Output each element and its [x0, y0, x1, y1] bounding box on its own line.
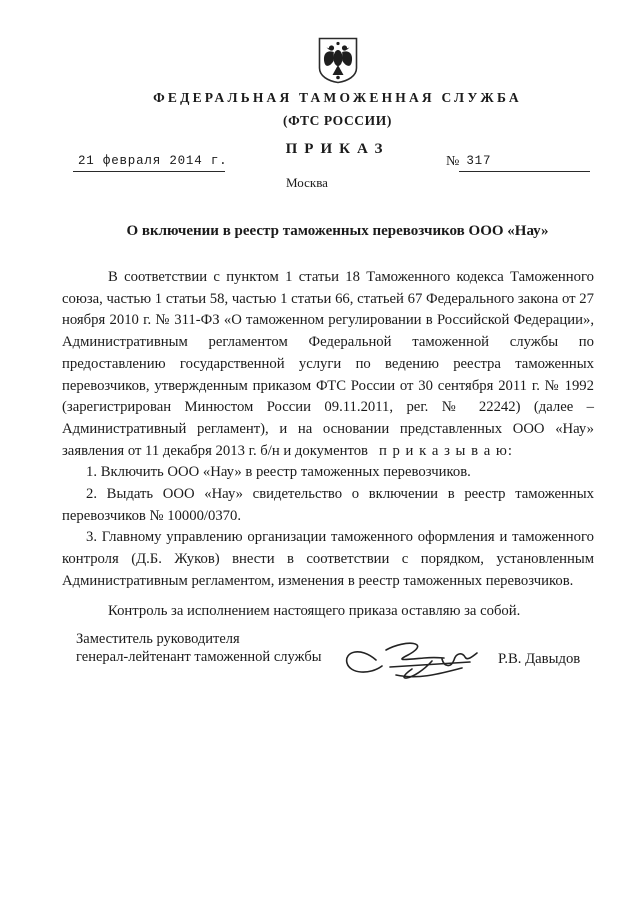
order-body: [62, 267, 594, 622]
signer-position-line2: генерал-лейтенант таможенной службы: [76, 648, 322, 665]
document-header: [45, 90, 630, 158]
order-item-3: 3. Главному управлению организации таможенного оформления и таможенного контроля (Д.Б. Жуков) внести в соответствии с порядком, установленным Административным регламентом, изменения в реестр таможенных перевозчиков.: [62, 529, 594, 589]
control-paragraph: Контроль за исполнением настоящего приказа оставляю за собой.: [108, 602, 521, 619]
preamble-paragraph: [62, 267, 594, 462]
doc-type-heading: ПРИКАЗ: [285, 141, 390, 157]
issue-city: Москва: [286, 175, 328, 190]
decree-word: п р и к а з ы в а ю:: [379, 442, 513, 459]
order-number: [446, 154, 590, 172]
number-sign: №: [446, 154, 460, 169]
signer-position: [76, 631, 322, 666]
order-item-2: 2. Выдать ООО «Нау» свидетельство о включении в реестр таможенных перевозчиков № 10000/0370.: [62, 486, 594, 524]
order-date: 21 февраля 2014 г.: [73, 154, 225, 172]
number-value: 317: [459, 154, 590, 172]
order-title: О включении в реестр таможенных перевозчиков ООО «Нау»: [126, 223, 549, 239]
preamble-text: В соответствии с пунктом 1 статьи 18 Таможенного кодекса Таможенного союза, частью 1 статьи 58, частью 1 статьи 66, статьей 67 Федерального закона от 27 ноября 2010 г. № 311-ФЗ «О таможенном регулировании в Российской Федерации», Административным регламентом Федеральной таможенной службы по предоставлению государственной услуги по ведению реестра таможенных перевозчиков, утвержденным приказом ФТС России от 30 сентября 2011 г. № 1992 (зарегистрирован Минюстом России 09.11.2011, рег. № 22242) (далее – Административный регламент), и на основании представленных ООО «Нау» заявления от 11 декабря 2013 г. б/н и документов: [62, 269, 594, 459]
russian-coat-of-arms-icon: [317, 37, 359, 84]
org-name: ФЕДЕРАЛЬНАЯ ТАМОЖЕННАЯ СЛУЖБА: [153, 90, 522, 105]
order-item-1: 1. Включить ООО «Нау» в реестр таможенных перевозчиков.: [86, 464, 471, 481]
org-short-name: (ФТС РОССИИ): [283, 113, 392, 128]
handwritten-signature-icon: [340, 638, 490, 694]
signer-position-line1: Заместитель руководителя: [76, 631, 240, 647]
signer-name: Р.В. Давыдов: [498, 651, 581, 667]
